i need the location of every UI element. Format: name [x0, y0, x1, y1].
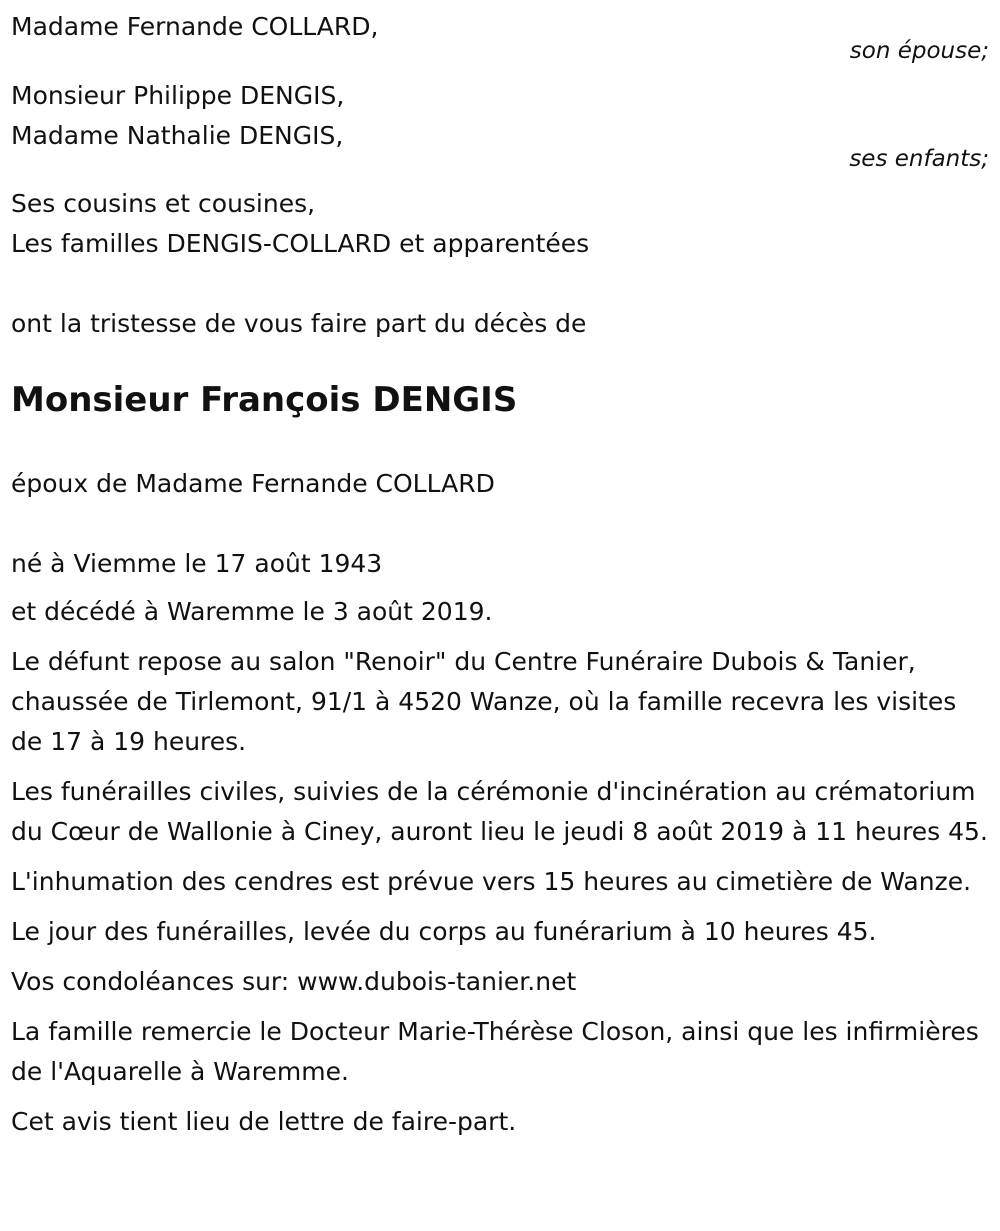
children-role: ses enfants;	[849, 146, 989, 172]
children-block	[11, 76, 989, 170]
obituary-notice	[11, 8, 989, 1152]
relatives-line: Les familles DENGIS-COLLARD et apparentées	[11, 229, 590, 258]
child-name: Monsieur Philippe DENGIS,	[11, 81, 345, 110]
spouse-role: son épouse;	[849, 38, 989, 64]
departure-paragraph: Le jour des funérailles, levée du corps au funérarium à 10 heures 45.	[11, 917, 877, 946]
relatives-line: Ses cousins et cousines,	[11, 189, 316, 218]
death-line: et décédé à Waremme le 3 août 2019.	[11, 597, 493, 626]
closing-paragraph: Cet avis tient lieu de lettre de faire-part.	[11, 1107, 517, 1136]
funeral-paragraph: Les funérailles civiles, suivies de la cérémonie d'incinération au crématorium du Cœur de Wallonie à Ciney, auront lieu le jeudi 8 août 2019 à 11 heures 45.	[11, 777, 988, 846]
relatives-block	[11, 184, 989, 264]
burial-paragraph: L'inhumation des cendres est prévue vers 15 heures au cimetière de Wanze.	[11, 867, 972, 896]
thanks-paragraph: La famille remercie le Docteur Marie-Thérèse Closon, ainsi que les infirmières de l'Aquarelle à Waremme.	[11, 1017, 979, 1086]
spouse-block	[11, 8, 989, 62]
announcement-text: ont la tristesse de vous faire part du décès de	[11, 309, 587, 338]
child-name: Madame Nathalie DENGIS,	[11, 121, 344, 150]
spouse-name: Madame Fernande COLLARD,	[11, 12, 379, 41]
spouse-line: époux de Madame Fernande COLLARD	[11, 469, 495, 498]
viewing-paragraph: Le défunt repose au salon "Renoir" du Centre Funéraire Dubois & Tanier, chaussée de Tirlemont, 91/1 à 4520 Wanze, où la famille recevra les visites de 17 à 19 heures.	[11, 647, 957, 756]
birth-line: né à Viemme le 17 août 1943	[11, 549, 383, 578]
condolences-paragraph: Vos condoléances sur: www.dubois-tanier.net	[11, 967, 577, 996]
deceased-name: Monsieur François DENGIS	[11, 380, 518, 420]
